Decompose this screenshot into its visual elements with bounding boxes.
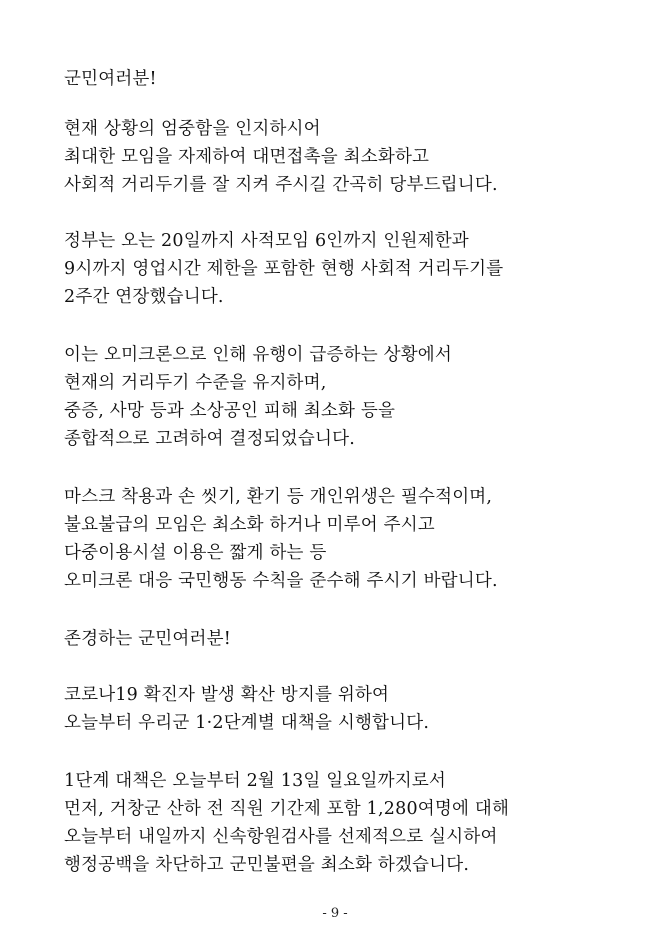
text-line: 다중이용시설 이용은 짧게 하는 등 <box>64 543 327 563</box>
text-line: 마스크 착용과 손 씻기, 환기 등 개인위생은 필수적이며, <box>64 487 493 507</box>
text-line: 현재 상황의 엄중함을 인지하시어 <box>64 119 321 139</box>
text-line: 먼저, 거창군 산하 전 직원 기간제 포함 1,280여명에 대해 <box>64 799 510 819</box>
text-line: 군민여러분! <box>64 69 157 89</box>
page-number: - 9 - <box>322 906 348 921</box>
text-line: 최대한 모임을 자제하여 대면접촉을 최소화하고 <box>64 147 430 167</box>
text-line: 9시까지 영업시간 제한을 포함한 현행 사회적 거리두기를 <box>64 259 504 279</box>
text-line: 중증, 사망 등과 소상공인 피해 최소화 등을 <box>64 401 396 421</box>
text-line: 불요불급의 모임은 최소화 하거나 미루어 주시고 <box>64 515 435 535</box>
text-line: 사회적 거리두기를 잘 지켜 주시길 간곡히 당부드립니다. <box>64 175 498 195</box>
text-line: 종합적으로 고려하여 결정되었습니다. <box>64 429 355 449</box>
text-line: 정부는 오는 20일까지 사적모임 6인까지 인원제한과 <box>64 231 469 251</box>
text-line: 이는 오미크론으로 인해 유행이 급증하는 상황에서 <box>64 345 453 365</box>
text-line: 오미크론 대응 국민행동 수칙을 준수해 주시기 바랍니다. <box>64 571 498 591</box>
text-line: 2주간 연장했습니다. <box>64 287 224 307</box>
text-line: 존경하는 군민여러분! <box>64 629 231 649</box>
text-line: 오늘부터 우리군 1·2단계별 대책을 시행합니다. <box>64 713 430 733</box>
text-line: 행정공백을 차단하고 군민불편을 최소화 하겠습니다. <box>64 855 470 875</box>
text-line: 1단계 대책은 오늘부터 2월 13일 일요일까지로서 <box>64 771 447 791</box>
text-line: 현재의 거리두기 수준을 유지하며, <box>64 373 327 393</box>
text-line: 코로나19 확진자 발생 확산 방지를 위하여 <box>64 685 390 705</box>
text-line: 오늘부터 내일까지 신속항원검사를 선제적으로 실시하여 <box>64 827 498 847</box>
